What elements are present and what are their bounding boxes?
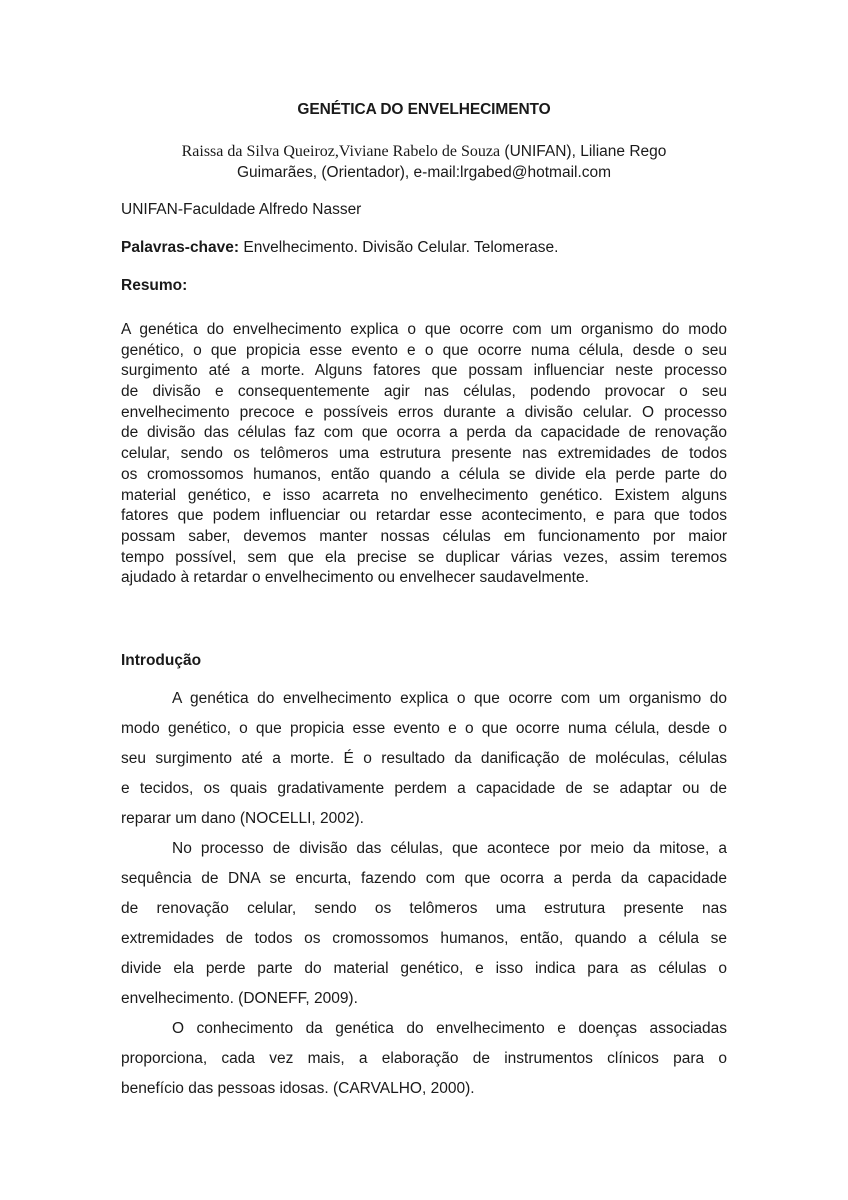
text-line: seu surgimento até a morte. É o resultado da danificação de moléculas, células (121, 750, 727, 767)
text-line: modo genético, o que propicia esse evento e o que ocorre numa célula, desde o (121, 720, 727, 737)
text-line: envelhecimento. (DONEFF, 2009). (121, 990, 358, 1007)
text-line: A genética do envelhecimento explica o que ocorre com um organismo do (172, 690, 727, 707)
text-line: genético, o que propicia esse evento e o que ocorre numa célula, desde o seu (121, 341, 727, 359)
keywords-label: Palavras-chave: (121, 239, 240, 256)
authors-names: Raissa da Silva Queiroz,Viviane Rabelo de Souza (181, 143, 501, 160)
text-line: envelhecimento precoce e possíveis erros durante a divisão celular. O processo (121, 403, 727, 421)
authors-affiliation: (UNIFAN), Liliane Rego (500, 143, 667, 160)
text-line: celular, sendo os telômeros uma estrutura presente nas extremidades de todos (121, 445, 727, 463)
text-line: divide ela perde parte do material genético, e isso indica para as células o (121, 960, 727, 977)
text-line: O conhecimento da genética do envelhecimento e doenças associadas (172, 1020, 727, 1037)
introduction-body (121, 684, 727, 1104)
text-line: proporciona, cada vez mais, a elaboração de instrumentos clínicos para o (121, 1050, 727, 1067)
text-line: tempo possível, sem que ela precise se duplicar várias vezes, assim teremos (121, 548, 727, 566)
text-line: fatores que podem influenciar ou retardar esse acontecimento, e para que todos (121, 507, 727, 525)
text-line: benefício das pessoas idosas. (CARVALHO, 2000). (121, 1080, 475, 1097)
authors-line-1 (120, 141, 728, 162)
document-title: GENÉTICA DO ENVELHECIMENTO (297, 101, 551, 118)
keywords (121, 239, 558, 257)
introduction-paragraph (121, 834, 727, 1014)
text-line: No processo de divisão das células, que acontece por meio da mitose, a (172, 840, 727, 857)
text-line: surgimento até a morte. Alguns fatores que possam influenciar neste processo (121, 362, 727, 380)
text-line: A genética do envelhecimento explica o que ocorre com um organismo do modo (121, 321, 727, 338)
authors (120, 141, 728, 183)
authors-line-2: Guimarães, (Orientador), e-mail:lrgabed@hotmail.com (236, 164, 612, 181)
text-line: de divisão e consequentemente agir nas células, podendo provocar o seu (121, 383, 727, 401)
introduction-heading: Introdução (121, 652, 202, 669)
introduction-paragraph (121, 684, 727, 834)
text-line: ajudado à retardar o envelhecimento ou envelhecer saudavelmente. (121, 569, 589, 587)
text-line: extremidades de todos os cromossomos humanos, então, quando a célula se (121, 930, 727, 947)
text-line: de renovação celular, sendo os telômeros uma estrutura presente nas (121, 900, 727, 917)
text-line: sequência de DNA se encurta, fazendo com que ocorra a perda da capacidade (121, 870, 727, 887)
text-line: possam saber, devemos manter nossas células em funcionamento por maior (121, 527, 727, 545)
text-line: e tecidos, os quais gradativamente perdem a capacidade de se adaptar ou de (121, 780, 727, 797)
introduction-paragraph (121, 1014, 727, 1104)
abstract-body (121, 320, 727, 589)
text-line: de divisão das células faz com que ocorra a perda da capacidade de renovação (121, 424, 727, 442)
text-line: os cromossomos humanos, então quando a célula se divide ela perde parte do (121, 465, 727, 483)
institution: UNIFAN-Faculdade Alfredo Nasser (121, 201, 362, 218)
abstract-heading: Resumo: (121, 277, 188, 294)
keywords-value: Envelhecimento. Divisão Celular. Telomerase. (239, 239, 559, 256)
text-line: reparar um dano (NOCELLI, 2002). (121, 810, 364, 827)
text-line: material genético, e isso acarreta no envelhecimento genético. Existem alguns (121, 486, 727, 504)
